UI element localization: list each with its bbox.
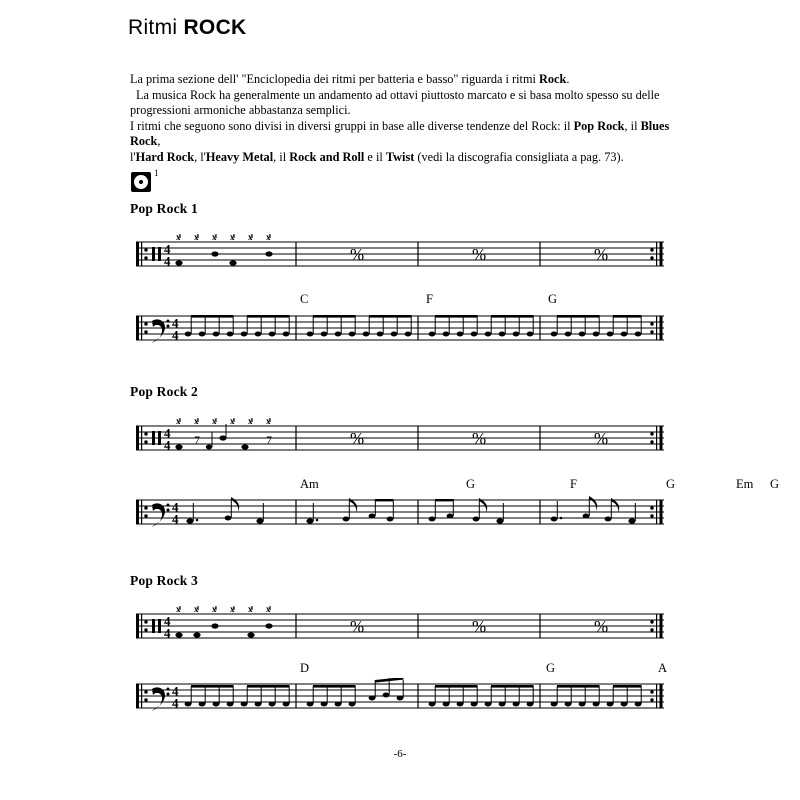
intro-line-5-bold-3: Rock and Roll: [289, 149, 365, 164]
intro-line-2: La musica Rock ha generalmente un andamento ad ottavi piuttosto marcato e si basa molto spesso su delle: [136, 87, 660, 102]
intro-line-1: [130, 72, 670, 88]
intro-line-5-g: e il: [364, 149, 386, 164]
intro-line-4-a: I ritmi che seguono sono divisi in diversi gruppi in base alle diverse tendenze del Rock: il: [130, 118, 574, 133]
chord-label: D: [300, 661, 310, 675]
chord-label: G: [546, 661, 556, 675]
svg-text:%: %: [594, 429, 609, 448]
intro-line-4-bold-1: Pop Rock: [573, 118, 625, 133]
svg-text:x: x: [176, 234, 181, 242]
svg-text:%: %: [472, 429, 487, 448]
exercise-2-drum-system: [128, 418, 672, 468]
svg-text:x: x: [266, 234, 271, 242]
svg-text:x: x: [212, 234, 217, 242]
svg-text:%: %: [472, 617, 487, 636]
intro-line-1-c: .: [566, 72, 570, 86]
page-number: -6-: [393, 748, 407, 760]
svg-text:x: x: [194, 234, 199, 242]
svg-text:4: 4: [164, 241, 171, 257]
svg-text:4: 4: [172, 499, 179, 515]
exercise-title-2: Pop Rock 2: [130, 384, 199, 399]
intro-line-1-bold: Rock: [539, 72, 567, 86]
bass-staff-3: [128, 678, 672, 726]
svg-text:4: 4: [172, 683, 179, 699]
svg-text:4: 4: [164, 425, 171, 441]
exercise-title-3: Pop Rock 3: [130, 573, 199, 588]
svg-text:4: 4: [172, 695, 179, 711]
chord-label: G: [466, 477, 476, 491]
svg-text:x: x: [230, 418, 235, 426]
svg-text:%: %: [350, 617, 365, 636]
svg-text:4: 4: [172, 315, 179, 331]
svg-text:x: x: [176, 606, 181, 614]
svg-text:x: x: [248, 606, 253, 614]
svg-text:x: x: [230, 234, 235, 242]
intro-line-5-bold-1: Hard Rock: [135, 149, 195, 164]
svg-text:4: 4: [164, 613, 171, 629]
exercise-title-1: Pop Rock 1: [130, 201, 199, 216]
intro-line-5-a: l': [130, 149, 136, 164]
cd-icon: [131, 172, 151, 192]
track-number: 1: [154, 168, 159, 178]
drum-staff-2: [128, 418, 672, 468]
chord-label: F: [570, 477, 577, 491]
exercise-1-drum-system: [128, 234, 672, 284]
svg-text:%: %: [594, 617, 609, 636]
bass-staff-1: [128, 310, 672, 358]
svg-text:7: 7: [266, 433, 272, 447]
svg-text:x: x: [176, 418, 181, 426]
intro-paragraph: [130, 72, 670, 166]
intro-line-5-bold-4: Twist: [385, 149, 415, 164]
drum-staff-1: [128, 234, 672, 284]
intro-line-5-i: (vedi la discografia consigliata a pag. 73).: [414, 149, 624, 164]
svg-text:4: 4: [172, 511, 179, 527]
svg-text:4: 4: [164, 625, 171, 641]
intro-line-5: [130, 150, 670, 166]
svg-text:%: %: [594, 245, 609, 264]
svg-text:x: x: [230, 606, 235, 614]
svg-text:4: 4: [172, 327, 179, 343]
svg-text:7: 7: [194, 433, 200, 447]
exercise-3-bass-system: [128, 678, 672, 726]
svg-text:x: x: [248, 234, 253, 242]
intro-line-4-c: , il: [624, 118, 641, 133]
chord-label: A: [658, 661, 668, 675]
svg-text:4: 4: [164, 253, 171, 269]
svg-text:x: x: [266, 606, 271, 614]
intro-line-4: [130, 119, 670, 150]
intro-line-4-e: ,: [157, 134, 161, 149]
bass-staff-2: [128, 494, 672, 542]
svg-text:x: x: [266, 418, 271, 426]
chord-label: C: [300, 292, 309, 306]
chord-label: Em: [736, 477, 754, 491]
svg-text:%: %: [350, 245, 365, 264]
svg-text:4: 4: [164, 437, 171, 453]
svg-text:x: x: [194, 418, 199, 426]
intro-line-5-e: , il: [273, 149, 290, 164]
chord-label: F: [426, 292, 433, 306]
chord-label: G: [666, 477, 676, 491]
page-content: [128, 0, 780, 800]
intro-line-4-bold-2: Blues Rock: [130, 118, 670, 149]
svg-text:x: x: [194, 606, 199, 614]
page-title-plain: Ritmi: [128, 16, 184, 39]
intro-line-5-c: , l': [194, 149, 206, 164]
page-title-bold: ROCK: [183, 16, 247, 39]
drum-staff-3: [128, 606, 672, 656]
cd-disc-shape: [134, 175, 148, 189]
svg-text:%: %: [350, 429, 365, 448]
svg-text:%: %: [472, 245, 487, 264]
svg-text:x: x: [248, 418, 253, 426]
exercise-1-bass-system: [128, 310, 672, 358]
page-title: [128, 16, 247, 40]
chord-label: G: [548, 292, 558, 306]
chord-label: Am: [300, 477, 319, 491]
exercise-2-bass-system: [128, 494, 672, 542]
intro-line-1-a: La prima sezione dell' "Enciclopedia dei ritmi per batteria e basso" riguarda i ritmi: [130, 72, 540, 86]
exercise-3-drum-system: [128, 606, 672, 656]
intro-line-5-bold-2: Heavy Metal: [205, 149, 274, 164]
intro-line-3: progressioni armoniche abbastanza semplici.: [130, 103, 351, 118]
svg-text:x: x: [212, 418, 217, 426]
chord-label: G: [770, 477, 780, 491]
svg-text:x: x: [212, 606, 217, 614]
